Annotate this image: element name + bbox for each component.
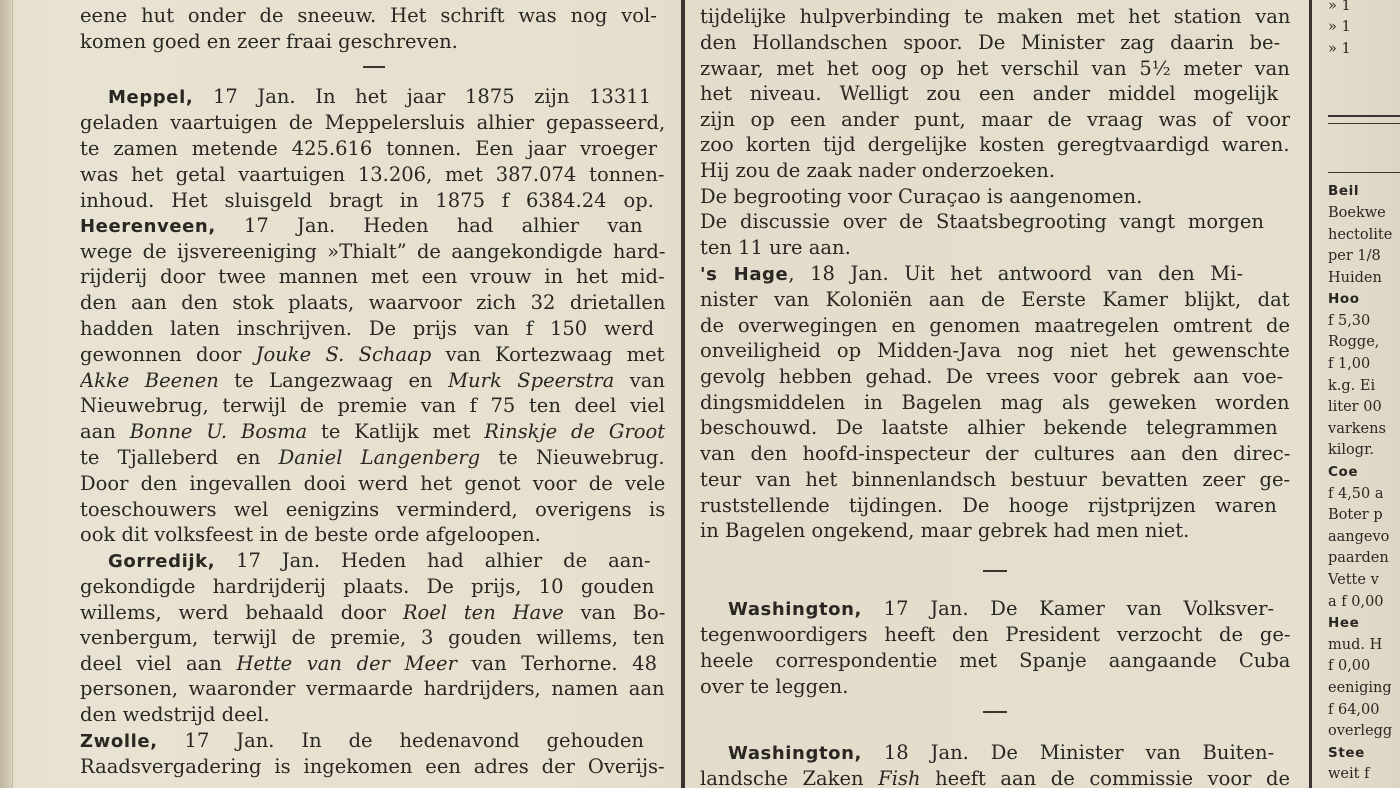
- text-span: k.g. Ei: [1328, 378, 1376, 394]
- italic-name: Roel ten Have: [402, 601, 564, 624]
- text-line: [700, 338, 1290, 364]
- text-span: dingsmiddelen in Bagelen mag als geweken worden: [700, 391, 1290, 414]
- text-line: [80, 471, 665, 497]
- text-line: [1328, 484, 1384, 506]
- text-span: te Nieuwebrug.: [480, 446, 665, 469]
- text-span: per 1/8: [1328, 248, 1381, 264]
- text-span: van den hoofd-inspecteur der cultures aan den direc-: [700, 442, 1290, 465]
- text-span: den aan den stok plaats, waarvoor zich 32 drietallen: [80, 291, 665, 314]
- text-line: [1328, 311, 1370, 333]
- text-line: [1328, 332, 1379, 354]
- text-span: Nieuwebrug, terwijl de premie van f 75 ten deel viel: [80, 394, 665, 417]
- text-line: [728, 740, 1274, 766]
- text-line: [80, 162, 665, 188]
- text-line: [80, 316, 654, 342]
- italic-name: Murk Speerstra: [448, 369, 615, 392]
- text-line: [700, 81, 1278, 107]
- text-line: [80, 3, 657, 29]
- text-span: » 1: [1328, 19, 1351, 35]
- text-span: Raadsvergadering is ingekomen een adres der Overijs-: [80, 755, 665, 778]
- text-span: mud. H: [1328, 637, 1383, 653]
- text-span: Huiden: [1328, 270, 1382, 286]
- dateline: Hoo: [1328, 291, 1360, 307]
- text-line: [700, 648, 1290, 674]
- text-span: Boter p: [1328, 507, 1383, 523]
- text-line: [700, 313, 1290, 339]
- text-span: aangevo: [1328, 529, 1390, 545]
- text-line: [700, 132, 1290, 158]
- text-line: [1328, 39, 1351, 61]
- text-span: zoo korten tijd dergelijke kosten geregtvaardigd waren.: [700, 133, 1290, 156]
- text-line: [700, 415, 1278, 441]
- text-span: teur van het binnenlandsch bestuur bevatten zeer ge-: [700, 468, 1290, 491]
- text-span: wege de ijsvereeniging »Thialt” de aangekondigde hard-: [80, 240, 665, 263]
- text-span: gewonnen door: [80, 343, 256, 366]
- text-line: [1328, 570, 1379, 592]
- text-span: 17 Jan. In de hedenavond gehouden: [157, 729, 644, 752]
- text-line: [80, 136, 657, 162]
- text-span: te Langezwaag en: [218, 369, 449, 392]
- text-span: liter 00: [1328, 399, 1382, 415]
- text-line: [1328, 0, 1351, 18]
- text-span: nister van Koloniën aan de Eerste Kamer blijkt, dat: [700, 288, 1290, 311]
- text-span: » 1: [1328, 41, 1351, 57]
- dateline: Washington,: [728, 599, 862, 620]
- italic-name: Daniel Langenberg: [278, 446, 481, 469]
- text-line: [1328, 225, 1392, 247]
- text-line: [80, 651, 657, 677]
- text-line: [80, 290, 665, 316]
- text-span: 17 Jan. De Kamer van Volksver-: [861, 597, 1275, 620]
- text-line: [1328, 635, 1382, 657]
- text-line: [80, 728, 644, 754]
- dateline: Beil: [1328, 183, 1360, 199]
- text-span: hadden laten inschrijven. De prijs van f 150 werd: [80, 317, 655, 340]
- text-line: [80, 393, 665, 419]
- text-span: Hij zou de zaak nader onderzoeken.: [700, 159, 1056, 182]
- text-line: [700, 493, 1277, 519]
- text-span: van Kortezwaag met: [431, 343, 665, 366]
- dateline: Gorredijk,: [108, 551, 216, 572]
- dateline: Heerenveen,: [80, 216, 216, 237]
- text-line: [1328, 181, 1359, 203]
- text-span: zijn op een ander punt, maar de vraag was of voor: [700, 108, 1290, 131]
- column-rule: [681, 0, 685, 788]
- text-span: f 1,00: [1328, 356, 1371, 372]
- dateline: Coe: [1328, 464, 1359, 480]
- text-span: Rogge,: [1328, 334, 1380, 350]
- text-line: [1328, 613, 1359, 635]
- middle-column: [700, 0, 1290, 788]
- text-span: 17 Jan. In het jaar 1875 zijn 13311: [193, 85, 652, 108]
- text-span: toeschouwers wel eenigzins verminderd, overigens is: [80, 498, 665, 521]
- text-line: [1328, 548, 1389, 570]
- text-line: [700, 209, 1264, 235]
- text-span: was het getal vaartuigen 13.206, met 387.074 tonnen-: [80, 163, 665, 186]
- text-span: aan: [80, 420, 130, 443]
- dateline: Washington,: [728, 743, 862, 764]
- text-span: de overwegingen en genomen maatregelen omtrent de: [700, 314, 1290, 337]
- dateline: Hee: [1328, 615, 1360, 631]
- text-line: [1328, 397, 1382, 419]
- text-span: kilogr.: [1328, 442, 1375, 458]
- italic-name: Akke Beenen: [80, 369, 219, 392]
- text-span: te Tjalleberd en: [80, 446, 279, 469]
- text-span: f 0,00: [1328, 658, 1371, 674]
- text-span: ten 11 ure aan.: [700, 236, 851, 259]
- italic-name: Fish: [878, 767, 921, 788]
- text-span: rijderij door twee mannen met een vrouw in het mid-: [80, 265, 665, 288]
- text-line: [1328, 354, 1370, 376]
- right-column: [1328, 0, 1400, 788]
- text-span: heeft aan de commissie voor de: [920, 767, 1290, 788]
- text-span: paarden: [1328, 550, 1389, 566]
- italic-name: Jouke S. Schaap: [255, 343, 432, 366]
- text-line: [700, 390, 1290, 416]
- text-line: [80, 342, 665, 368]
- text-line: [700, 441, 1290, 467]
- text-line: [700, 184, 1142, 210]
- text-span: in Bagelen ongekend, maar gebrek had men niet.: [700, 519, 1190, 542]
- section-divider: [983, 570, 1007, 572]
- text-line: [700, 235, 851, 261]
- text-span: den wedstrijd deel.: [80, 703, 270, 726]
- text-line: [1328, 376, 1375, 398]
- text-span: a f 0,00: [1328, 594, 1384, 610]
- text-line: [1328, 764, 1369, 786]
- text-span: varkens: [1328, 421, 1386, 437]
- text-line: [1328, 440, 1374, 462]
- text-line: [700, 287, 1290, 313]
- text-span: overlegg: [1328, 723, 1393, 739]
- text-span: komen goed en zeer fraai geschreven.: [80, 30, 458, 53]
- text-span: 18 Jan. De Minister van Buiten-: [861, 741, 1275, 764]
- text-span: f 4,50 a: [1328, 486, 1384, 502]
- text-span: personen, waaronder vermaarde hardrijders, namen aan: [80, 677, 665, 700]
- text-line: [1328, 289, 1360, 311]
- text-line: [700, 4, 1290, 30]
- text-span: Boekwe: [1328, 205, 1386, 221]
- text-line: [80, 600, 665, 626]
- page-edge: [0, 0, 13, 788]
- text-span: gevolg hebben gehad. De vrees voor gebrek aan voe-: [700, 365, 1284, 388]
- text-span: De discussie over de Staatsbegrooting vangt morgen: [700, 210, 1264, 233]
- text-span: hectolite: [1328, 227, 1393, 243]
- dateline: Meppel,: [108, 87, 194, 108]
- text-line: [700, 158, 1055, 184]
- text-line: [1328, 527, 1389, 549]
- text-span: 17 Jan. Heden had alhier de aan-: [215, 549, 651, 572]
- text-line: [80, 676, 665, 702]
- text-span: Door den ingevallen dooi werd het genot voor de vele: [80, 472, 665, 495]
- text-span: De begrooting voor Curaçao is aangenomen.: [700, 185, 1143, 208]
- text-span: f 5,30: [1328, 313, 1371, 329]
- text-line: [700, 622, 1290, 648]
- text-line: [1328, 268, 1382, 290]
- text-span: den Hollandschen spoor. De Minister zag daarin be-: [700, 31, 1281, 54]
- text-line: [80, 419, 665, 445]
- text-span: ruststellende tijdingen. De hooge rijstprijzen waren: [700, 494, 1277, 517]
- text-span: van Bo-: [563, 601, 665, 624]
- section-divider: [983, 711, 1007, 713]
- text-span: gekondigde hardrijderij plaats. De prijs, 10 gouden: [80, 575, 655, 598]
- text-line: [700, 107, 1290, 133]
- text-span: deel viel aan: [80, 652, 237, 675]
- text-span: van: [614, 369, 665, 392]
- text-span: venbergum, terwijl de premie, 3 gouden willems, ten: [80, 626, 665, 649]
- text-line: [1328, 743, 1365, 765]
- text-span: van Terhorne. 48: [456, 652, 657, 675]
- text-line: [80, 29, 458, 55]
- text-line: [80, 754, 665, 780]
- text-span: onveiligheid op Midden-Java nog niet het gewenschte: [700, 339, 1290, 362]
- text-span: willems, werd behaald door: [80, 601, 403, 624]
- text-span: 17 Jan. Heden had alhier van: [215, 214, 643, 237]
- text-line: [1328, 203, 1386, 225]
- text-span: ook dit volksfeest in de beste orde afgeloopen.: [80, 523, 541, 546]
- text-span: beschouwd. De laatste alhier bekende telegrammen: [700, 416, 1278, 439]
- text-span: over te leggen.: [700, 675, 849, 698]
- text-span: het niveau. Welligt zou een ander middel mogelijk: [700, 82, 1279, 105]
- text-line: [700, 30, 1280, 56]
- text-line: [1328, 721, 1392, 743]
- text-span: Vette v: [1328, 572, 1379, 588]
- text-line: [1328, 462, 1358, 484]
- text-span: geladen vaartuigen de Meppelersluis alhier gepasseerd,: [80, 111, 665, 134]
- column-rule: [1309, 0, 1312, 788]
- text-span: tijdelijke hulpverbinding te maken met het station van: [700, 5, 1290, 28]
- text-line: [80, 497, 665, 523]
- text-line: [700, 56, 1290, 82]
- text-line: [700, 766, 1290, 788]
- text-span: tegenwoordigers heeft den President verzocht de ge-: [700, 623, 1290, 646]
- text-line: [80, 574, 654, 600]
- text-line: [108, 548, 651, 574]
- italic-name: Rinskje de Groot: [484, 420, 665, 443]
- text-span: f 64,00: [1328, 702, 1380, 718]
- text-line: [80, 522, 541, 548]
- text-span: » 1: [1328, 0, 1351, 14]
- left-column: [80, 0, 665, 788]
- italic-name: Hette van der Meer: [236, 652, 457, 675]
- text-line: [1328, 505, 1383, 527]
- dateline: 's Hage: [700, 264, 789, 285]
- section-divider: [363, 66, 385, 68]
- text-span: eeniging: [1328, 680, 1392, 696]
- text-line: [700, 261, 1243, 287]
- text-line: [1328, 700, 1380, 722]
- text-span: heele correspondentie met Spanje aangaande Cuba: [700, 649, 1290, 672]
- text-line: [80, 702, 270, 728]
- text-span: te Katlijk met: [307, 420, 485, 443]
- text-line: [1328, 17, 1351, 39]
- text-line: [108, 84, 651, 110]
- text-span: , 18 Jan. Uit het antwoord van den Mi-: [788, 262, 1244, 285]
- text-line: [80, 188, 654, 214]
- text-line: [1328, 419, 1386, 441]
- text-line: [80, 368, 665, 394]
- text-line: [700, 674, 848, 700]
- text-line: [1328, 656, 1370, 678]
- text-span: weit f: [1328, 766, 1370, 782]
- text-span: zwaar, met het oog op het verschil van 5½ meter van: [700, 57, 1290, 80]
- dateline: Stee: [1328, 745, 1365, 761]
- text-line: [80, 264, 665, 290]
- text-line: [80, 625, 665, 651]
- text-line: [700, 467, 1290, 493]
- text-line: [1328, 678, 1392, 700]
- text-line: [700, 364, 1283, 390]
- text-span: inhoud. Het sluisgeld bragt in 1875 f 6384.24 op.: [80, 189, 654, 212]
- italic-name: Bonne U. Bosma: [129, 420, 308, 443]
- section-divider: [1328, 172, 1400, 173]
- double-rule: [1328, 115, 1400, 124]
- dateline: Zwolle,: [80, 731, 158, 752]
- text-line: [80, 213, 643, 239]
- text-line: [80, 110, 665, 136]
- text-line: [1328, 246, 1381, 268]
- text-line: [1328, 592, 1384, 614]
- text-line: [80, 239, 665, 265]
- text-span: eene hut onder de sneeuw. Het schrift was nog vol-: [80, 4, 657, 27]
- text-line: [700, 518, 1189, 544]
- text-line: [80, 445, 665, 471]
- text-line: [728, 596, 1274, 622]
- text-span: te zamen metende 425.616 tonnen. Een jaar vroeger: [80, 137, 658, 160]
- text-span: landsche Zaken: [700, 767, 879, 788]
